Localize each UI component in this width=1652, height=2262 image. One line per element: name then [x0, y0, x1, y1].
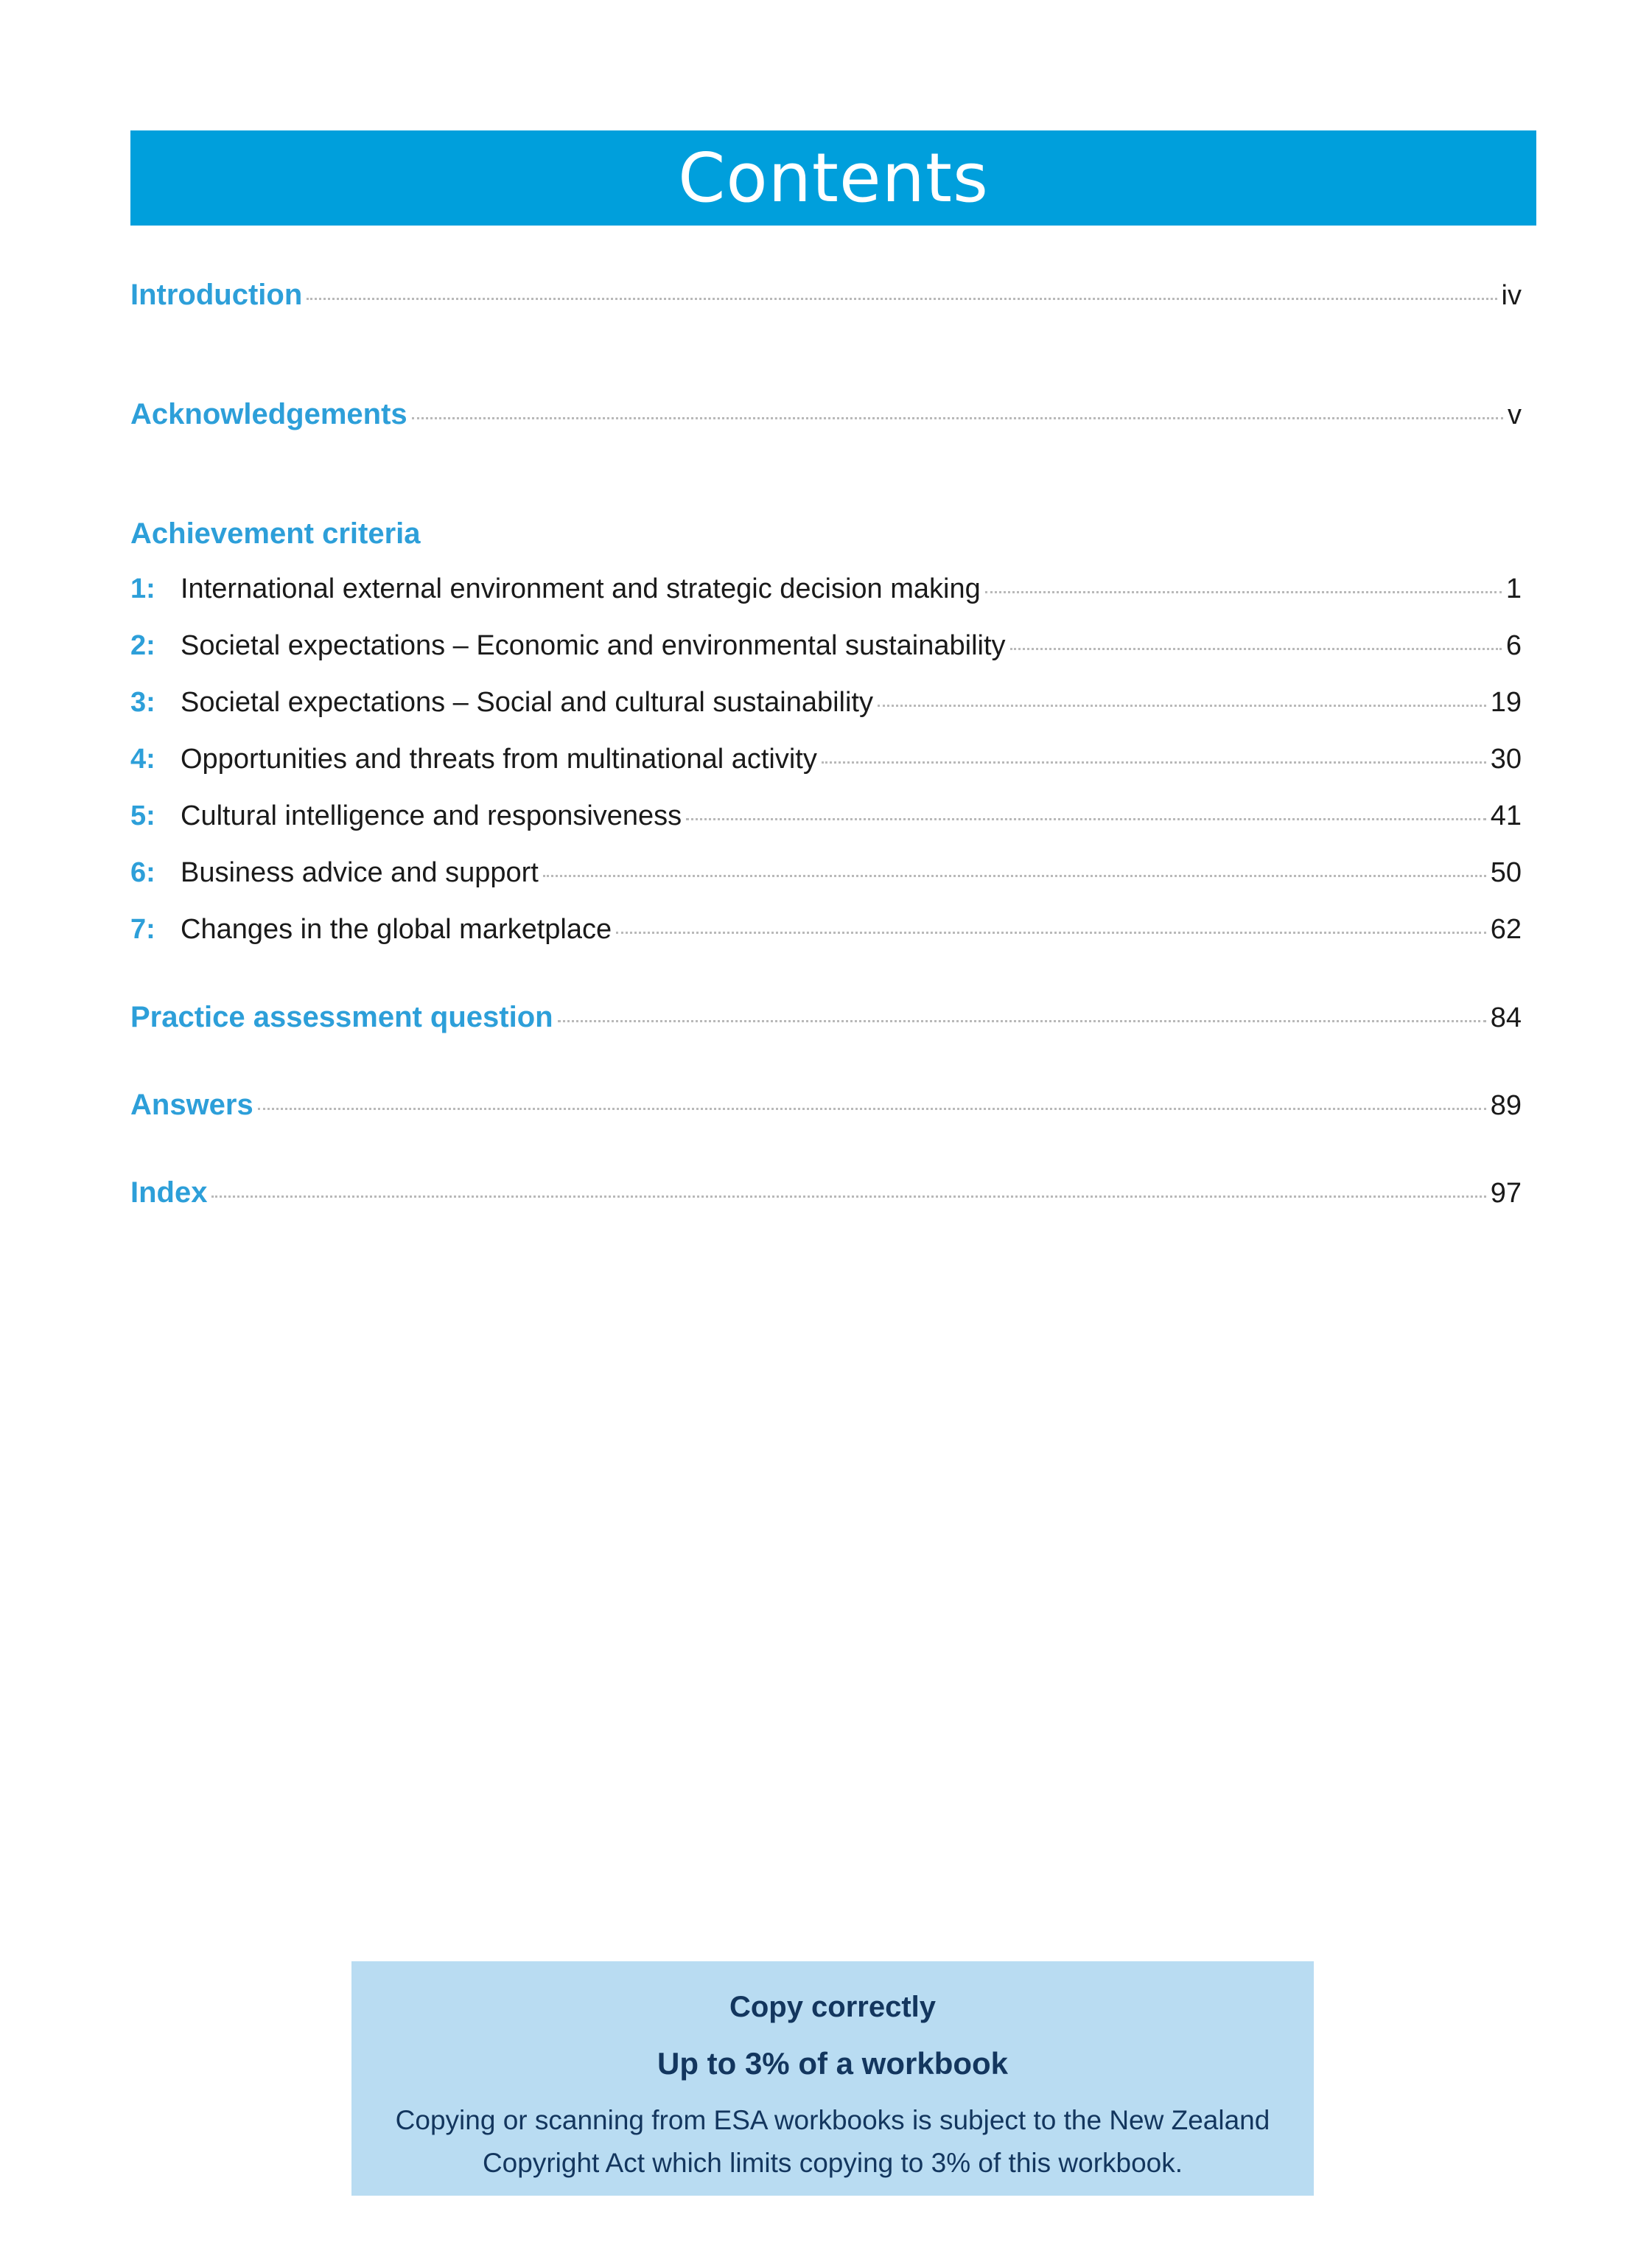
toc-entry-page: iv — [1501, 280, 1522, 311]
criterion-number: 2: — [130, 630, 155, 661]
toc-criterion-3[interactable] — [130, 687, 1522, 731]
criterion-label: Societal expectations – Economic and environmental sustainability — [181, 630, 1006, 661]
criterion-label: Business advice and support — [181, 857, 539, 888]
criterion-label: International external environment and strategic decision making — [181, 573, 981, 604]
toc-criterion-4[interactable] — [130, 744, 1522, 788]
criterion-page: 30 — [1490, 744, 1522, 775]
dot-leader — [412, 417, 1503, 419]
dot-leader — [307, 298, 1497, 300]
toc-entry-page: 84 — [1490, 1002, 1522, 1033]
criterion-number: 4: — [130, 744, 155, 775]
criterion-label: Societal expectations – Social and cultural sustainability — [181, 687, 873, 718]
criterion-number: 5: — [130, 800, 155, 831]
dot-leader — [822, 761, 1486, 764]
toc-criterion-2[interactable] — [130, 630, 1522, 674]
criterion-number: 6: — [130, 857, 155, 888]
dot-leader — [1010, 648, 1502, 650]
criterion-label: Changes in the global marketplace — [181, 914, 612, 945]
toc-criterion-1[interactable] — [130, 573, 1522, 618]
criterion-page: 41 — [1490, 800, 1522, 831]
toc-entry-label: Introduction — [130, 279, 303, 311]
toc-entry-label: Answers — [130, 1089, 253, 1121]
criterion-page: 19 — [1490, 687, 1522, 718]
notice-title: Copy correctly — [729, 1991, 937, 2023]
toc-entry-page: 89 — [1490, 1090, 1522, 1121]
toc-entry-page: 97 — [1490, 1178, 1522, 1209]
page-title: Contents — [678, 139, 989, 217]
notice-body: Copying or scanning from ESA workbooks is subject to the New Zealand Copyright Act which limits copying to 3% of this workbook. — [395, 2105, 1270, 2178]
criterion-label: Cultural intelligence and responsiveness — [181, 800, 682, 831]
criterion-page: 62 — [1490, 914, 1522, 945]
toc-entry-label: Acknowledgements — [130, 398, 407, 430]
dot-leader — [686, 818, 1486, 820]
notice-subtitle: Up to 3% of a workbook — [657, 2046, 1009, 2081]
toc-criterion-7[interactable] — [130, 914, 1522, 958]
toc-criterion-6[interactable] — [130, 857, 1522, 901]
contents-banner — [130, 130, 1536, 226]
toc-entry-practice-assessment[interactable] — [130, 1001, 1522, 1045]
toc-entry-label: Index — [130, 1176, 208, 1209]
criterion-page: 1 — [1505, 573, 1522, 604]
criterion-page: 6 — [1505, 630, 1522, 661]
dot-leader — [878, 705, 1486, 707]
dot-leader — [985, 591, 1502, 593]
toc-entry-index[interactable] — [130, 1176, 1522, 1221]
criterion-number: 1: — [130, 573, 155, 604]
criterion-label: Opportunities and threats from multinational activity — [181, 744, 817, 775]
toc-entry-introduction[interactable] — [130, 279, 1522, 323]
dot-leader — [543, 875, 1486, 877]
dot-leader — [616, 932, 1486, 934]
toc-entry-acknowledgements[interactable] — [130, 398, 1522, 442]
criterion-page: 50 — [1490, 857, 1522, 888]
achievement-criteria-heading: Achievement criteria — [130, 517, 421, 550]
toc-entry-page: v — [1508, 399, 1522, 430]
copyright-notice-box — [351, 1961, 1314, 2196]
dot-leader — [258, 1108, 1486, 1110]
criterion-number: 3: — [130, 687, 155, 718]
dot-leader — [558, 1020, 1486, 1022]
toc-entry-label: Practice assessment question — [130, 1001, 553, 1033]
toc-entry-answers[interactable] — [130, 1089, 1522, 1133]
dot-leader — [211, 1195, 1485, 1198]
toc-criterion-5[interactable] — [130, 800, 1522, 845]
criterion-number: 7: — [130, 914, 155, 945]
